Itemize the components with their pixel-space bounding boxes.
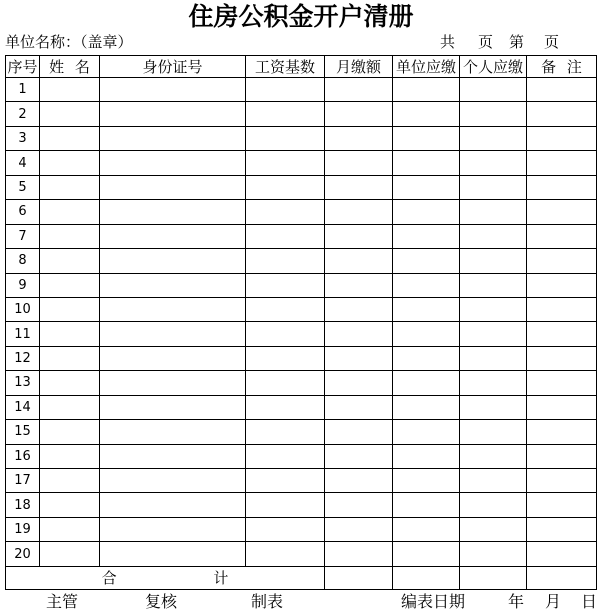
page-number-prefix: 第	[509, 33, 525, 51]
id-number-cell[interactable]	[100, 371, 246, 395]
personal-payable-cell[interactable]	[460, 542, 527, 566]
personal-payable-cell[interactable]	[460, 176, 527, 200]
monthly-amount-cell[interactable]	[325, 127, 393, 151]
name-cell[interactable]	[40, 542, 100, 566]
register-table	[5, 55, 597, 590]
day-label: 日	[581, 592, 598, 611]
name-cell[interactable]	[40, 225, 100, 249]
salary-base-cell[interactable]	[246, 200, 325, 224]
salary-base-cell[interactable]	[246, 151, 325, 175]
name-cell[interactable]	[40, 396, 100, 420]
unit-payable-cell[interactable]	[393, 200, 460, 224]
preparer-label: 制表	[251, 592, 284, 611]
salary-base-cell[interactable]	[246, 249, 325, 273]
salary-base-cell[interactable]	[246, 469, 325, 493]
name-cell[interactable]	[40, 249, 100, 273]
total-label-cell: 合 计	[6, 567, 325, 590]
salary-base-cell[interactable]	[246, 518, 325, 542]
monthly-amount-cell[interactable]	[325, 200, 393, 224]
name-cell[interactable]	[40, 347, 100, 371]
salary-base-cell[interactable]	[246, 225, 325, 249]
remarks-cell[interactable]	[527, 151, 597, 175]
salary-base-cell[interactable]	[246, 176, 325, 200]
id-number-cell[interactable]	[100, 78, 246, 102]
monthly-amount-cell[interactable]	[325, 298, 393, 322]
monthly-amount-cell[interactable]	[325, 542, 393, 566]
remarks-cell[interactable]	[527, 493, 597, 517]
remarks-cell[interactable]	[527, 396, 597, 420]
personal-payable-cell[interactable]	[460, 469, 527, 493]
monthly-amount-cell[interactable]	[325, 445, 393, 469]
personal-payable-cell[interactable]	[460, 347, 527, 371]
row-number-cell: 13	[6, 371, 40, 395]
row-number-cell: 17	[6, 469, 40, 493]
prepare-date-label: 编表日期	[401, 592, 466, 611]
unit-payable-cell[interactable]	[393, 518, 460, 542]
salary-base-cell[interactable]	[246, 78, 325, 102]
unit-payable-cell[interactable]	[393, 347, 460, 371]
id-number-cell[interactable]	[100, 347, 246, 371]
name-cell[interactable]	[40, 493, 100, 517]
row-number-cell: 6	[6, 200, 40, 224]
remarks-cell[interactable]	[527, 274, 597, 298]
row-number-cell: 7	[6, 225, 40, 249]
personal-payable-cell[interactable]	[460, 274, 527, 298]
remarks-cell[interactable]	[527, 347, 597, 371]
row-number-cell: 14	[6, 396, 40, 420]
personal-payable-cell[interactable]	[460, 151, 527, 175]
name-cell[interactable]	[40, 176, 100, 200]
id-number-cell[interactable]	[100, 469, 246, 493]
name-cell[interactable]	[40, 445, 100, 469]
row-number-cell: 2	[6, 102, 40, 126]
name-cell[interactable]	[40, 200, 100, 224]
unit-payable-cell[interactable]	[393, 493, 460, 517]
remarks-cell[interactable]	[527, 298, 597, 322]
row-number-cell: 12	[6, 347, 40, 371]
salary-base-cell[interactable]	[246, 127, 325, 151]
row-number-cell: 15	[6, 420, 40, 444]
monthly-amount-cell[interactable]	[325, 102, 393, 126]
row-number-cell: 4	[6, 151, 40, 175]
personal-payable-cell[interactable]	[460, 322, 527, 346]
remarks-cell[interactable]	[527, 542, 597, 566]
id-number-cell[interactable]	[100, 518, 246, 542]
remarks-cell[interactable]	[527, 371, 597, 395]
remarks-cell[interactable]	[527, 176, 597, 200]
unit-payable-cell[interactable]	[393, 176, 460, 200]
row-number-cell: 20	[6, 542, 40, 566]
salary-base-cell[interactable]	[246, 347, 325, 371]
header-remarks: 备 注	[527, 56, 597, 78]
unit-payable-cell[interactable]	[393, 102, 460, 126]
page-total-prefix: 共	[440, 33, 456, 51]
id-number-cell[interactable]	[100, 445, 246, 469]
name-cell[interactable]	[40, 127, 100, 151]
header-name: 姓 名	[40, 56, 100, 78]
salary-base-cell[interactable]	[246, 298, 325, 322]
unit-name-label: 单位名称：（盖章）	[5, 33, 133, 51]
id-number-cell[interactable]	[100, 396, 246, 420]
name-cell[interactable]	[40, 469, 100, 493]
month-label: 月	[545, 592, 562, 611]
personal-payable-cell[interactable]	[460, 420, 527, 444]
id-number-cell[interactable]	[100, 225, 246, 249]
remarks-cell[interactable]	[527, 420, 597, 444]
personal-payable-cell[interactable]	[460, 298, 527, 322]
remarks-cell[interactable]	[527, 249, 597, 273]
remarks-cell[interactable]	[527, 78, 597, 102]
unit-payable-cell[interactable]	[393, 151, 460, 175]
monthly-amount-cell[interactable]	[325, 176, 393, 200]
personal-payable-cell[interactable]	[460, 445, 527, 469]
remarks-cell[interactable]	[527, 102, 597, 126]
id-number-cell[interactable]	[100, 127, 246, 151]
personal-payable-cell[interactable]	[460, 200, 527, 224]
unit-payable-cell[interactable]	[393, 542, 460, 566]
remarks-cell[interactable]	[527, 445, 597, 469]
personal-payable-cell[interactable]	[460, 371, 527, 395]
name-cell[interactable]	[40, 274, 100, 298]
salary-base-cell[interactable]	[246, 420, 325, 444]
monthly-amount-cell[interactable]	[325, 347, 393, 371]
personal-payable-cell[interactable]	[460, 249, 527, 273]
salary-base-cell[interactable]	[246, 396, 325, 420]
monthly-amount-cell[interactable]	[325, 249, 393, 273]
monthly-amount-cell[interactable]	[325, 371, 393, 395]
page-total-suffix: 页	[478, 33, 494, 51]
personal-payable-cell[interactable]	[460, 518, 527, 542]
remarks-cell[interactable]	[527, 469, 597, 493]
remarks-cell[interactable]	[527, 200, 597, 224]
unit-payable-cell[interactable]	[393, 274, 460, 298]
personal-payable-cell[interactable]	[460, 127, 527, 151]
row-number-cell: 10	[6, 298, 40, 322]
salary-base-cell[interactable]	[246, 445, 325, 469]
id-number-cell[interactable]	[100, 176, 246, 200]
row-number-cell: 5	[6, 176, 40, 200]
unit-info-line	[0, 33, 602, 51]
salary-base-cell[interactable]	[246, 274, 325, 298]
monthly-amount-cell[interactable]	[325, 420, 393, 444]
name-cell[interactable]	[40, 78, 100, 102]
total-monthly-amount-cell[interactable]	[325, 567, 393, 590]
header-personal-payable: 个人应缴	[460, 56, 527, 78]
row-number-cell: 16	[6, 445, 40, 469]
name-cell[interactable]	[40, 151, 100, 175]
total-remarks-cell[interactable]	[527, 567, 597, 590]
name-cell[interactable]	[40, 298, 100, 322]
year-label: 年	[508, 592, 525, 611]
page-title: 住房公积金开户清册	[188, 2, 414, 31]
id-number-cell[interactable]	[100, 102, 246, 126]
monthly-amount-cell[interactable]	[325, 396, 393, 420]
header-salary-base: 工资基数	[246, 56, 325, 78]
total-unit-payable-cell[interactable]	[393, 567, 460, 590]
row-number-cell: 19	[6, 518, 40, 542]
personal-payable-cell[interactable]	[460, 102, 527, 126]
total-personal-payable-cell[interactable]	[460, 567, 527, 590]
id-number-cell[interactable]	[100, 298, 246, 322]
monthly-amount-cell[interactable]	[325, 469, 393, 493]
footer-signatures	[0, 593, 602, 611]
id-number-cell[interactable]	[100, 249, 246, 273]
row-number-cell: 18	[6, 493, 40, 517]
monthly-amount-cell[interactable]	[325, 274, 393, 298]
row-number-cell: 9	[6, 274, 40, 298]
id-number-cell[interactable]	[100, 200, 246, 224]
salary-base-cell[interactable]	[246, 322, 325, 346]
unit-payable-cell[interactable]	[393, 78, 460, 102]
remarks-cell[interactable]	[527, 518, 597, 542]
reviewer-label: 复核	[145, 592, 178, 611]
name-cell[interactable]	[40, 322, 100, 346]
unit-payable-cell[interactable]	[393, 249, 460, 273]
id-number-cell[interactable]	[100, 274, 246, 298]
unit-payable-cell[interactable]	[393, 371, 460, 395]
personal-payable-cell[interactable]	[460, 78, 527, 102]
unit-payable-cell[interactable]	[393, 298, 460, 322]
row-number-cell: 11	[6, 322, 40, 346]
monthly-amount-cell[interactable]	[325, 493, 393, 517]
unit-payable-cell[interactable]	[393, 445, 460, 469]
salary-base-cell[interactable]	[246, 371, 325, 395]
remarks-cell[interactable]	[527, 225, 597, 249]
monthly-amount-cell[interactable]	[325, 225, 393, 249]
supervisor-label: 主管	[46, 592, 79, 611]
id-number-cell[interactable]	[100, 493, 246, 517]
name-cell[interactable]	[40, 102, 100, 126]
id-number-cell[interactable]	[100, 322, 246, 346]
unit-payable-cell[interactable]	[393, 420, 460, 444]
header-id-number: 身份证号	[100, 56, 246, 78]
row-number-cell: 1	[6, 78, 40, 102]
unit-payable-cell[interactable]	[393, 225, 460, 249]
salary-base-cell[interactable]	[246, 542, 325, 566]
id-number-cell[interactable]	[100, 151, 246, 175]
salary-base-cell[interactable]	[246, 493, 325, 517]
header-serial-number: 序号	[6, 56, 40, 78]
header-unit-payable: 单位应缴	[393, 56, 460, 78]
monthly-amount-cell[interactable]	[325, 322, 393, 346]
row-number-cell: 3	[6, 127, 40, 151]
name-cell[interactable]	[40, 420, 100, 444]
remarks-cell[interactable]	[527, 322, 597, 346]
header-monthly-amount: 月缴额	[325, 56, 393, 78]
unit-payable-cell[interactable]	[393, 127, 460, 151]
monthly-amount-cell[interactable]	[325, 518, 393, 542]
row-number-cell: 8	[6, 249, 40, 273]
monthly-amount-cell[interactable]	[325, 78, 393, 102]
remarks-cell[interactable]	[527, 127, 597, 151]
salary-base-cell[interactable]	[246, 102, 325, 126]
personal-payable-cell[interactable]	[460, 396, 527, 420]
id-number-cell[interactable]	[100, 420, 246, 444]
personal-payable-cell[interactable]	[460, 493, 527, 517]
name-cell[interactable]	[40, 518, 100, 542]
unit-payable-cell[interactable]	[393, 396, 460, 420]
page-number-suffix: 页	[544, 33, 560, 51]
name-cell[interactable]	[40, 371, 100, 395]
monthly-amount-cell[interactable]	[325, 151, 393, 175]
id-number-cell[interactable]	[100, 542, 246, 566]
personal-payable-cell[interactable]	[460, 225, 527, 249]
unit-payable-cell[interactable]	[393, 469, 460, 493]
unit-payable-cell[interactable]	[393, 322, 460, 346]
